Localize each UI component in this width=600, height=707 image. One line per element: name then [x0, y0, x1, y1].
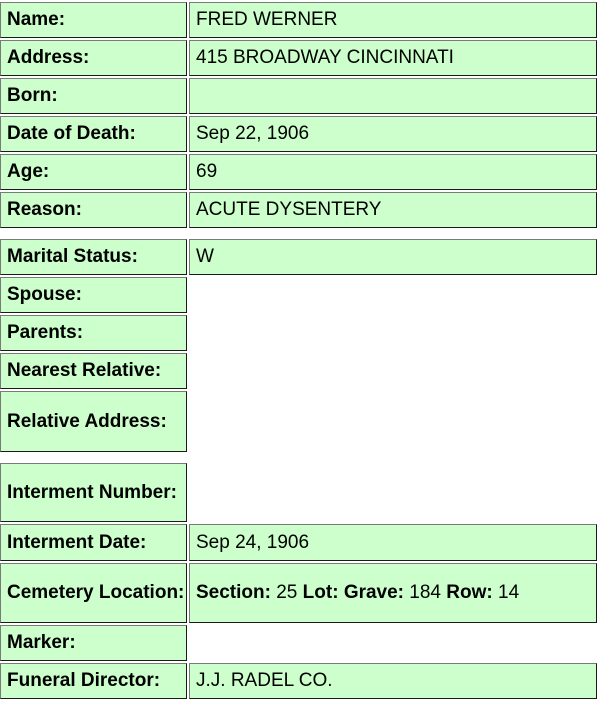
spouse-label: Spouse:: [0, 277, 187, 313]
marker-label: Marker:: [0, 625, 187, 661]
section-value: 25: [276, 582, 298, 603]
interment-date-value: Sep 24, 1906: [189, 524, 597, 561]
name-label: Name:: [0, 2, 187, 38]
interment-date-label: Interment Date:: [0, 524, 187, 561]
relative-address-label: Relative Address:: [0, 391, 187, 452]
grave-value: 184: [409, 582, 441, 603]
parents-label: Parents:: [0, 315, 187, 351]
date-of-death-value: Sep 22, 1906: [189, 116, 597, 152]
name-value: FRED WERNER: [189, 2, 597, 38]
address-label: Address:: [0, 40, 187, 76]
age-value: 69: [189, 154, 597, 190]
cemetery-location-label: Cemetery Location:: [0, 563, 187, 623]
row-label: Row:: [446, 582, 493, 603]
address-value: 415 BROADWAY CINCINNATI: [189, 40, 597, 76]
reason-label: Reason:: [0, 192, 187, 228]
born-value: [189, 78, 597, 114]
marital-status-label: Marital Status:: [0, 239, 187, 275]
grave-label: Grave:: [343, 582, 405, 603]
interment-number-label: Interment Number:: [0, 463, 187, 522]
cemetery-location-value: [189, 563, 597, 623]
lot-label: Lot:: [302, 582, 339, 603]
age-label: Age:: [0, 154, 187, 190]
date-of-death-label: Date of Death:: [0, 116, 187, 152]
marital-status-value: W: [189, 239, 597, 275]
section-label: Section:: [196, 582, 271, 603]
reason-value: ACUTE DYSENTERY: [189, 192, 597, 228]
funeral-director-label: Funeral Director:: [0, 663, 187, 699]
born-label: Born:: [0, 78, 187, 114]
row-value: 14: [498, 582, 520, 603]
funeral-director-value: J.J. RADEL CO.: [189, 663, 597, 699]
nearest-relative-label: Nearest Relative:: [0, 353, 187, 389]
